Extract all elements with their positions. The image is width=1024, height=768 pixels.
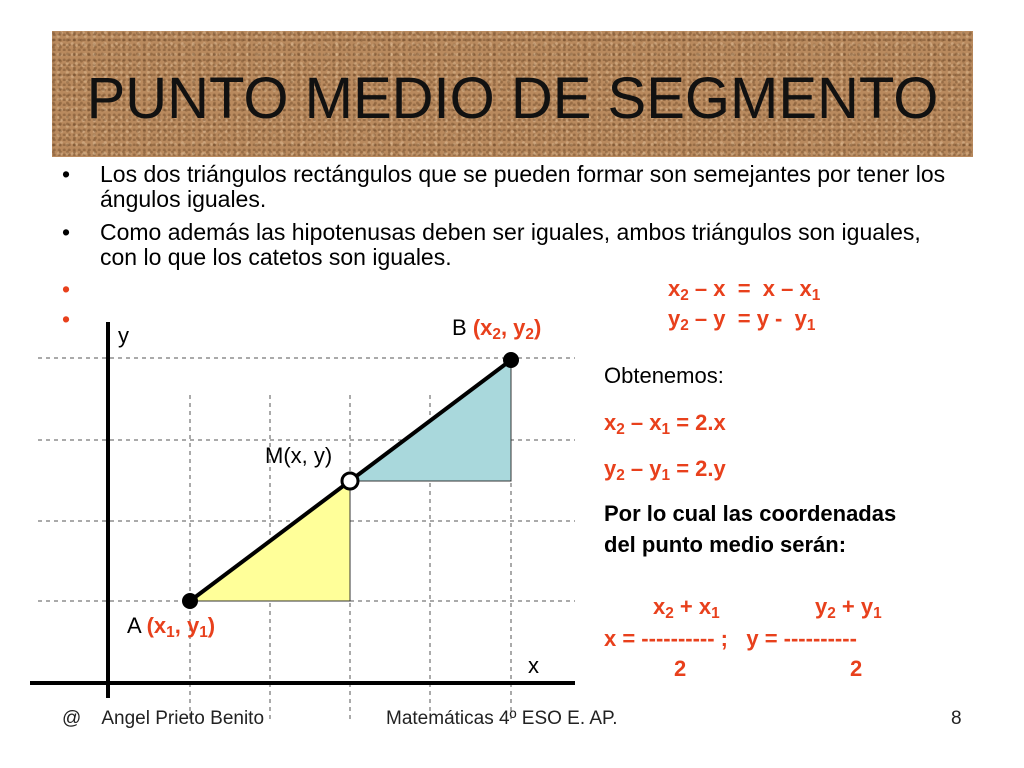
formula-numerator-y: $y_2 + y_1$ — [815, 594, 882, 622]
point-b-dot — [503, 352, 519, 368]
empty-bullet: • — [62, 276, 71, 302]
point-a-dot — [182, 593, 198, 609]
conclusion-line-1: Por lo cual las coordenadas — [604, 501, 897, 526]
bullet-text: Los dos triángulos rectángulos que se pueden formar son semejantes por tener los ángulos iguales. — [100, 161, 946, 212]
derivation-line-x: $x_2 - x_1 = 2.x$ — [604, 410, 726, 438]
bullet-symbol: • — [62, 219, 71, 245]
page-title: PUNTO MEDIO DE SEGMENTO — [86, 66, 939, 131]
bullet-text: Como además las hipotenusas deben ser iguales, ambos triángulos son iguales, con lo que los catetos son iguales. — [100, 219, 921, 270]
point-m-dot — [342, 473, 358, 489]
footer-author: @ Angel Prieto Benito — [62, 708, 265, 729]
footer-course: Matemáticas 4º ESO E. AP. — [386, 708, 618, 729]
midpoint-label: M(x, y) — [265, 443, 333, 468]
x-axis-label: x — [528, 653, 539, 678]
footer-page-number: 8 — [951, 708, 962, 729]
formula-fraction-line: x = ---------- ; y = ---------- — [604, 626, 857, 651]
empty-bullet: • — [62, 306, 71, 332]
formula-numerator-x: $x_2 + x_1$ — [653, 594, 720, 622]
point-a-label: A ($x_1$, $y_1$) — [127, 613, 216, 641]
equation-y: $y_2 - y = y - y_1$ — [668, 306, 816, 334]
conclusion-line-2: del punto medio serán: — [604, 532, 847, 557]
derivation-heading: Obtenemos: — [604, 363, 724, 388]
bullet-symbol: • — [62, 161, 71, 187]
point-b-label: B ($x_2$, $y_2$) — [452, 315, 542, 343]
formula-denominator-y: 2 — [850, 656, 863, 681]
derivation-line-y: $y_2 - y_1 = 2.y$ — [604, 456, 726, 484]
formula-denominator-x: 2 — [674, 656, 687, 681]
equation-x: $x_2 - x = x - x_1$ — [668, 276, 821, 304]
y-axis-label: y — [118, 323, 129, 348]
